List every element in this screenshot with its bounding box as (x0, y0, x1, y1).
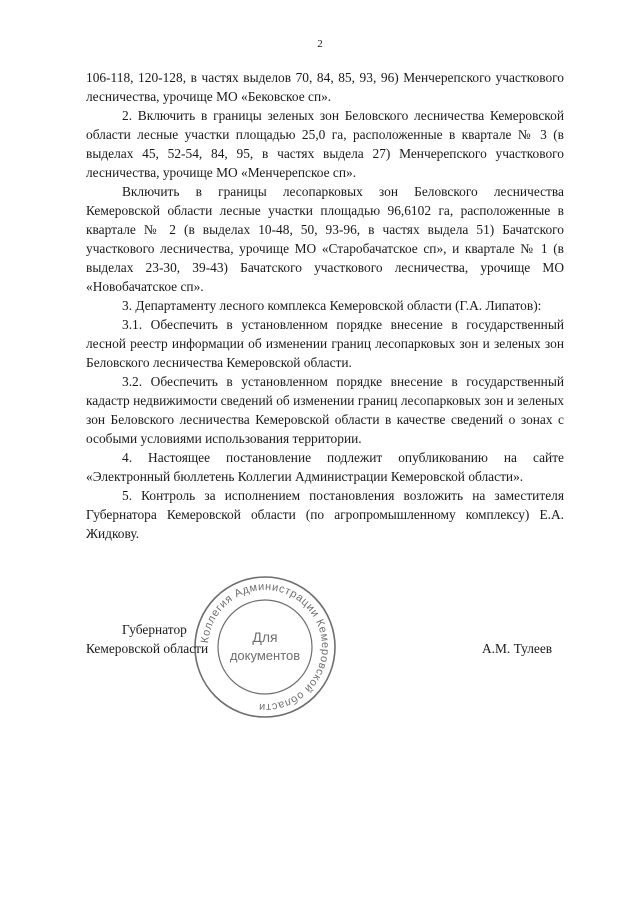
official-seal (190, 572, 340, 722)
paragraph: 3.1. Обеспечить в установленном порядке внесение в государственный лесной реестр информации об изменении границ лесопарковых зон и зеленых зон Беловского лесничества Кемеровской области. (86, 317, 564, 370)
seal-ring-text (199, 581, 331, 713)
seal-outer-ring (195, 577, 335, 717)
paragraph: 3.2. Обеспечить в установленном порядке внесение в государственный кадастр недвижимости сведений об изменении границ лесопарковых зон и зеленых зон Беловского лесничества Кемеровской области в качестве сведений о зонах с особыми условиями использования территории. (86, 374, 564, 446)
seal-center-line1: Для (252, 629, 278, 645)
seal-center-line2: документов (229, 648, 301, 663)
signatory-position: Губернатор (122, 622, 187, 637)
signatory-region: Кемеровской области (86, 641, 209, 656)
paragraph: 4. Настоящее постановление подлежит опубликованию на сайте «Электронный бюллетень Коллегии Администрации Кемеровской области». (86, 450, 564, 484)
signatory-name: А.М. Тулеев (482, 641, 553, 656)
seal-ring-text-path: Коллегия Администрации Кемеровской области (199, 580, 332, 714)
document-body (86, 68, 564, 543)
paragraph: 106-118, 120-128, в частях выделов 70, 84, 85, 93, 96) Менчерепского участкового лесничества, урочище МО «Бековское сп». (86, 70, 564, 104)
paragraph: 5. Контроль за исполнением постановления возложить на заместителя Губернатора Кемеровской области (по агропромышленному комплексу) Е.А. Жидкову. (86, 488, 564, 541)
paragraph: Включить в границы лесопарковых зон Беловского лесничества Кемеровской области лесные участки площадью 96,6102 га, расположенные в квартале № 2 (в выделах 10-48, 50, 93-96, в частях выдела 51) Бачатского участкового лесничества, урочище МО «Старобачатское сп», и квартале № 1 (в выделах 23-30, 39-43) Бачатского участкового лесничества, урочище МО «Новобачатское сп». (86, 184, 564, 294)
page-number: 2 (317, 38, 323, 50)
seal-inner-ring (218, 600, 312, 694)
paragraph: 3. Департаменту лесного комплекса Кемеровской области (Г.А. Липатов): (122, 298, 542, 313)
signatory-title (86, 620, 208, 658)
paragraph: 2. Включить в границы зеленых зон Беловского лесничества Кемеровской области лесные участки площадью 25,0 га, расположенные в квартале № 3 (в выделах 45, 52-54, 84, 95, в частях выдела 27) Менчерепского участкового лесничества, урочище МО «Менчерепское сп». (86, 108, 564, 180)
